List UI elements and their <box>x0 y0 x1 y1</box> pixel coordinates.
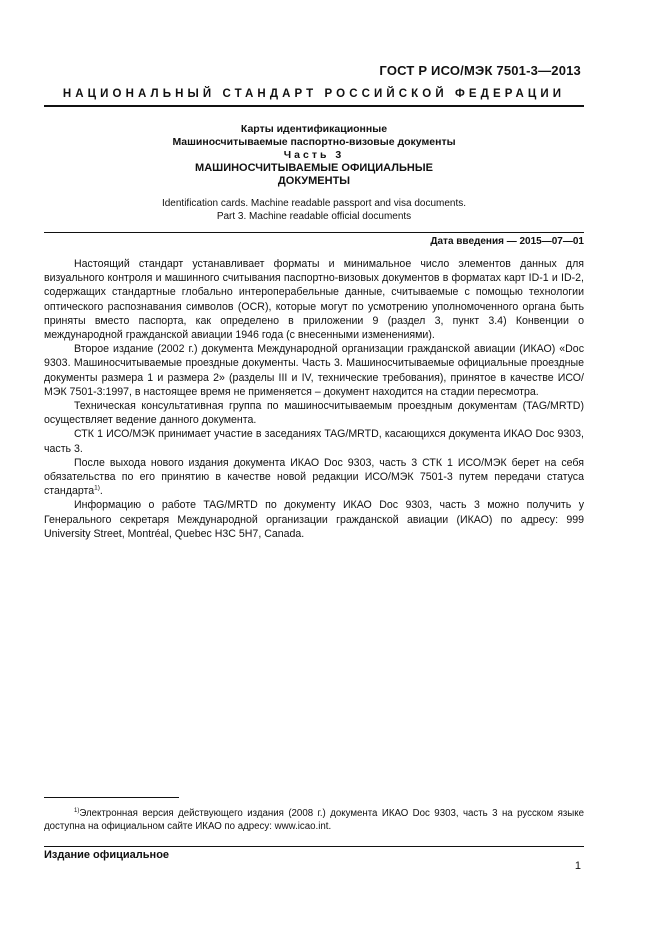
footnote-separator <box>44 797 179 798</box>
paragraph: Техническая консультативная группа по машиносчитываемым проездным документам (TAG/MRTD) осуществляет ведение данного документа. <box>44 400 584 427</box>
footnote-text: Электронная версия действующего издания (2008 г.) документа ИКАО Doc 9303, часть 3 на русском языке доступна на официальном сайте ИКАО по адресу: www.icao.int. <box>44 808 584 832</box>
title-line-1: Карты идентификационные <box>240 123 388 135</box>
paragraph-end: . <box>99 485 103 498</box>
english-title-line-2: Part 3. Machine readable official documents <box>216 210 412 222</box>
paragraph: Информацию о работе TAG/MRTD по документу ИКАО Doc 9303, часть 3 можно получить у Генерального секретаря Международной организации гражданской авиации (ИКАО) по адресу: 999 University Street, Montréal, Quebec H3C 5H7, Canada. <box>44 499 584 540</box>
paragraph: Настоящий стандарт устанавливает форматы и минимальное число элементов данных для визуального контроля и машинного считывания паспортно-визовых документов в форматах карт ID-1 и ID-2, содержащих стандартные глобально интероперабельные данные, считываемые с помощью технологии оптического распознавания символов (OCR), которые могут по усмотрению уполномоченного органа быть приняты вместо паспорта, как определено в приложении 9 (раздел 3, пункт 3.4) Конвенции о международной гражданской авиации 1946 года (с внесенными изменениями). <box>44 258 584 342</box>
main-title-line-1: МАШИНОСЧИТЫВАЕМЫЕ ОФИЦИАЛЬНЫЕ <box>195 162 433 174</box>
english-title <box>44 198 584 223</box>
edition-label: Издание официальное <box>44 846 584 861</box>
footnote-marker: 1) <box>74 807 80 814</box>
title-part: Часть 3 <box>283 149 345 161</box>
paragraph: СТК 1 ИСО/МЭК принимает участие в заседаниях TAG/MRTD, касающихся документа ИКАО Doc 9303, часть 3. <box>44 428 584 455</box>
title-block <box>44 123 584 188</box>
document-code: ГОСТ Р ИСО/МЭК 7501-3—2013 <box>379 63 581 78</box>
main-title-line-2: ДОКУМЕНТЫ <box>277 175 351 187</box>
page-number: 1 <box>574 860 581 872</box>
standard-banner: НАЦИОНАЛЬНЫЙ СТАНДАРТ РОССИЙСКОЙ ФЕДЕРАЦИИ <box>44 88 584 107</box>
paragraph-text: После выхода нового издания документа ИКАО Doc 9303, часть 3 СТК 1 ИСО/МЭК берет на себя обязательства по его принятию в качестве новой редакции ИСО/МЭК 7501-3 путем передачи статуса стандарта <box>44 456 584 498</box>
paragraph: Второе издание (2002 г.) документа Международной организации гражданской авиации (ИКАО) «Doc 9303. Машиносчитываемые проездные документы. Часть 3. Машиносчитываемые официальные проездные документы размера 1 и размера 2» (разделы III и IV, технические требования), принятое в качестве ИСО/МЭК 7501-3:1997, в настоящее время не применяется – документ находится на стадии пересмотра. <box>44 343 584 398</box>
body-text <box>44 257 584 541</box>
paragraph <box>44 456 584 499</box>
title-line-2: Машиносчитываемые паспортно-визовые документы <box>172 136 456 148</box>
footnote-reference[interactable]: 1) <box>94 484 100 492</box>
effective-date: Дата введения — 2015—07—01 <box>44 232 584 247</box>
footnote <box>44 807 584 833</box>
english-title-line-1: Identification cards. Machine readable passport and visa documents. <box>161 198 467 209</box>
